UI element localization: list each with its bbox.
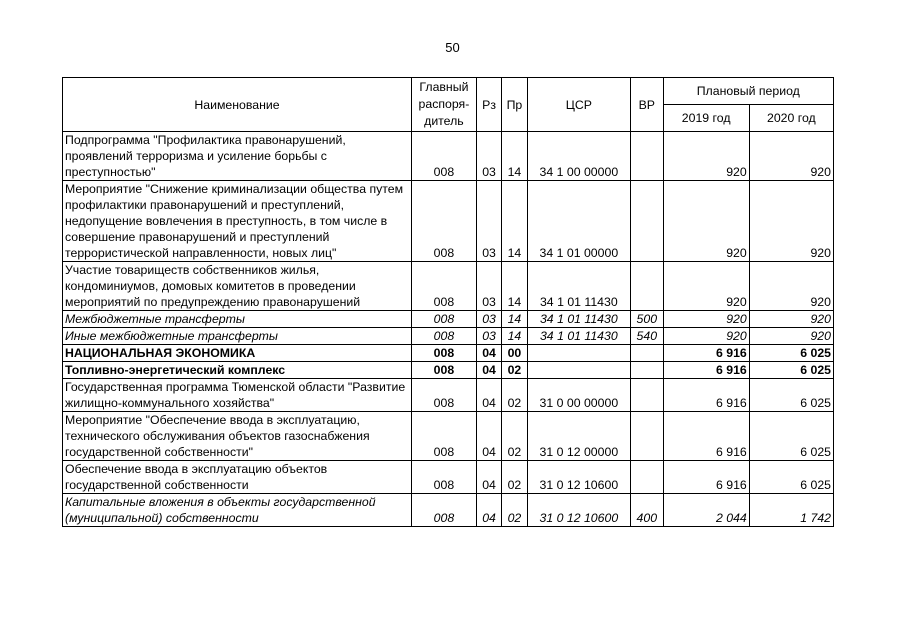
cell-pr: 02 bbox=[502, 379, 527, 412]
cell-csr bbox=[527, 345, 630, 362]
cell-2020: 6 025 bbox=[749, 362, 833, 379]
cell-name: Подпрограмма "Профилактика правонарушений, проявлений терроризма и усиление борьбы с преступностью" bbox=[63, 132, 412, 181]
cell-name: Государственная программа Тюменской области "Развитие жилищно-коммунального хозяйства" bbox=[63, 379, 412, 412]
cell-2020: 6 025 bbox=[749, 412, 833, 461]
cell-2019: 920 bbox=[663, 328, 749, 345]
header-csr: ЦСР bbox=[527, 78, 630, 132]
cell-csr: 31 0 00 00000 bbox=[527, 379, 630, 412]
cell-admin: 008 bbox=[411, 181, 476, 262]
header-2019: 2019 год bbox=[663, 105, 749, 132]
cell-2019: 6 916 bbox=[663, 362, 749, 379]
cell-admin: 008 bbox=[411, 461, 476, 494]
cell-vr: 540 bbox=[631, 328, 663, 345]
header-pr: Пр bbox=[502, 78, 527, 132]
cell-name: Мероприятие "Снижение криминализации общества путем профилактики правонарушений и преступлений, недопущение вовлечения в преступность, в том числе в совершение правонарушений и преступлений террористической направленности, новых лиц" bbox=[63, 181, 412, 262]
cell-2020: 6 025 bbox=[749, 379, 833, 412]
header-admin bbox=[411, 78, 476, 132]
cell-2020: 920 bbox=[749, 311, 833, 328]
cell-name: Обеспечение ввода в эксплуатацию объектов государственной собственности bbox=[63, 461, 412, 494]
cell-2020: 920 bbox=[749, 132, 833, 181]
cell-name: Мероприятие "Обеспечение ввода в эксплуатацию, технического обслуживания объектов газоснабжения государственной собственности" bbox=[63, 412, 412, 461]
header-plan-period: Плановый период bbox=[663, 78, 833, 105]
table-row bbox=[63, 494, 834, 527]
table-row bbox=[63, 461, 834, 494]
cell-admin: 008 bbox=[411, 379, 476, 412]
cell-admin: 008 bbox=[411, 345, 476, 362]
budget-table bbox=[62, 77, 834, 527]
cell-rz: 04 bbox=[476, 412, 501, 461]
cell-vr bbox=[631, 412, 663, 461]
cell-name: Иные межбюджетные трансферты bbox=[63, 328, 412, 345]
cell-pr: 14 bbox=[502, 311, 527, 328]
table-row bbox=[63, 412, 834, 461]
table-row bbox=[63, 181, 834, 262]
cell-pr: 02 bbox=[502, 412, 527, 461]
table-row bbox=[63, 311, 834, 328]
cell-2020: 920 bbox=[749, 262, 833, 311]
cell-vr: 400 bbox=[631, 494, 663, 527]
cell-2020: 1 742 bbox=[749, 494, 833, 527]
cell-pr: 02 bbox=[502, 494, 527, 527]
cell-rz: 04 bbox=[476, 461, 501, 494]
table-row bbox=[63, 379, 834, 412]
cell-2019: 6 916 bbox=[663, 379, 749, 412]
header-admin-label: Главный распоря- дитель bbox=[418, 80, 470, 128]
table-body bbox=[63, 132, 834, 527]
cell-pr: 02 bbox=[502, 461, 527, 494]
cell-name: Капитальные вложения в объекты государственной (муниципальной) собственности bbox=[63, 494, 412, 527]
cell-vr bbox=[631, 132, 663, 181]
header-2020: 2020 год bbox=[749, 105, 833, 132]
cell-rz: 03 bbox=[476, 311, 501, 328]
cell-admin: 008 bbox=[411, 412, 476, 461]
cell-2019: 6 916 bbox=[663, 461, 749, 494]
page-number: 50 bbox=[445, 40, 460, 55]
cell-csr bbox=[527, 362, 630, 379]
cell-2019: 6 916 bbox=[663, 345, 749, 362]
cell-2019: 920 bbox=[663, 311, 749, 328]
cell-name: Межбюджетные трансферты bbox=[63, 311, 412, 328]
cell-2019: 920 bbox=[663, 262, 749, 311]
cell-csr: 34 1 01 11430 bbox=[527, 328, 630, 345]
cell-2020: 6 025 bbox=[749, 345, 833, 362]
cell-vr bbox=[631, 181, 663, 262]
cell-rz: 03 bbox=[476, 132, 501, 181]
cell-2020: 920 bbox=[749, 328, 833, 345]
cell-2020: 920 bbox=[749, 181, 833, 262]
table-row bbox=[63, 132, 834, 181]
cell-rz: 04 bbox=[476, 345, 501, 362]
cell-2019: 920 bbox=[663, 132, 749, 181]
cell-csr: 31 0 12 10600 bbox=[527, 494, 630, 527]
cell-admin: 008 bbox=[411, 494, 476, 527]
cell-csr: 31 0 12 10600 bbox=[527, 461, 630, 494]
cell-vr bbox=[631, 345, 663, 362]
cell-rz: 04 bbox=[476, 362, 501, 379]
cell-csr: 34 1 01 11430 bbox=[527, 311, 630, 328]
cell-rz: 04 bbox=[476, 379, 501, 412]
cell-csr: 34 1 01 00000 bbox=[527, 181, 630, 262]
cell-pr: 14 bbox=[502, 181, 527, 262]
cell-pr: 00 bbox=[502, 345, 527, 362]
header-name: Наименование bbox=[63, 78, 412, 132]
header-vr: ВР bbox=[631, 78, 663, 132]
cell-rz: 03 bbox=[476, 262, 501, 311]
header-rz: Рз bbox=[476, 78, 501, 132]
cell-admin: 008 bbox=[411, 362, 476, 379]
cell-rz: 03 bbox=[476, 328, 501, 345]
table-row bbox=[63, 328, 834, 345]
cell-rz: 04 bbox=[476, 494, 501, 527]
cell-vr bbox=[631, 461, 663, 494]
cell-vr bbox=[631, 262, 663, 311]
table-row bbox=[63, 362, 834, 379]
cell-vr bbox=[631, 379, 663, 412]
cell-name: Топливно-энергетический комплекс bbox=[63, 362, 412, 379]
cell-2019: 920 bbox=[663, 181, 749, 262]
cell-admin: 008 bbox=[411, 311, 476, 328]
cell-rz: 03 bbox=[476, 181, 501, 262]
cell-2020: 6 025 bbox=[749, 461, 833, 494]
cell-csr: 31 0 12 00000 bbox=[527, 412, 630, 461]
cell-pr: 02 bbox=[502, 362, 527, 379]
table-row bbox=[63, 262, 834, 311]
cell-csr: 34 1 01 11430 bbox=[527, 262, 630, 311]
cell-pr: 14 bbox=[502, 132, 527, 181]
cell-vr: 500 bbox=[631, 311, 663, 328]
cell-admin: 008 bbox=[411, 132, 476, 181]
cell-admin: 008 bbox=[411, 262, 476, 311]
table-row bbox=[63, 345, 834, 362]
cell-2019: 2 044 bbox=[663, 494, 749, 527]
cell-name: НАЦИОНАЛЬНАЯ ЭКОНОМИКА bbox=[63, 345, 412, 362]
cell-admin: 008 bbox=[411, 328, 476, 345]
cell-csr: 34 1 00 00000 bbox=[527, 132, 630, 181]
cell-2019: 6 916 bbox=[663, 412, 749, 461]
cell-pr: 14 bbox=[502, 262, 527, 311]
cell-vr bbox=[631, 362, 663, 379]
cell-name: Участие товариществ собственников жилья, кондоминиумов, домовых комитетов в проведении мероприятий по предупреждению правонарушений bbox=[63, 262, 412, 311]
cell-pr: 14 bbox=[502, 328, 527, 345]
